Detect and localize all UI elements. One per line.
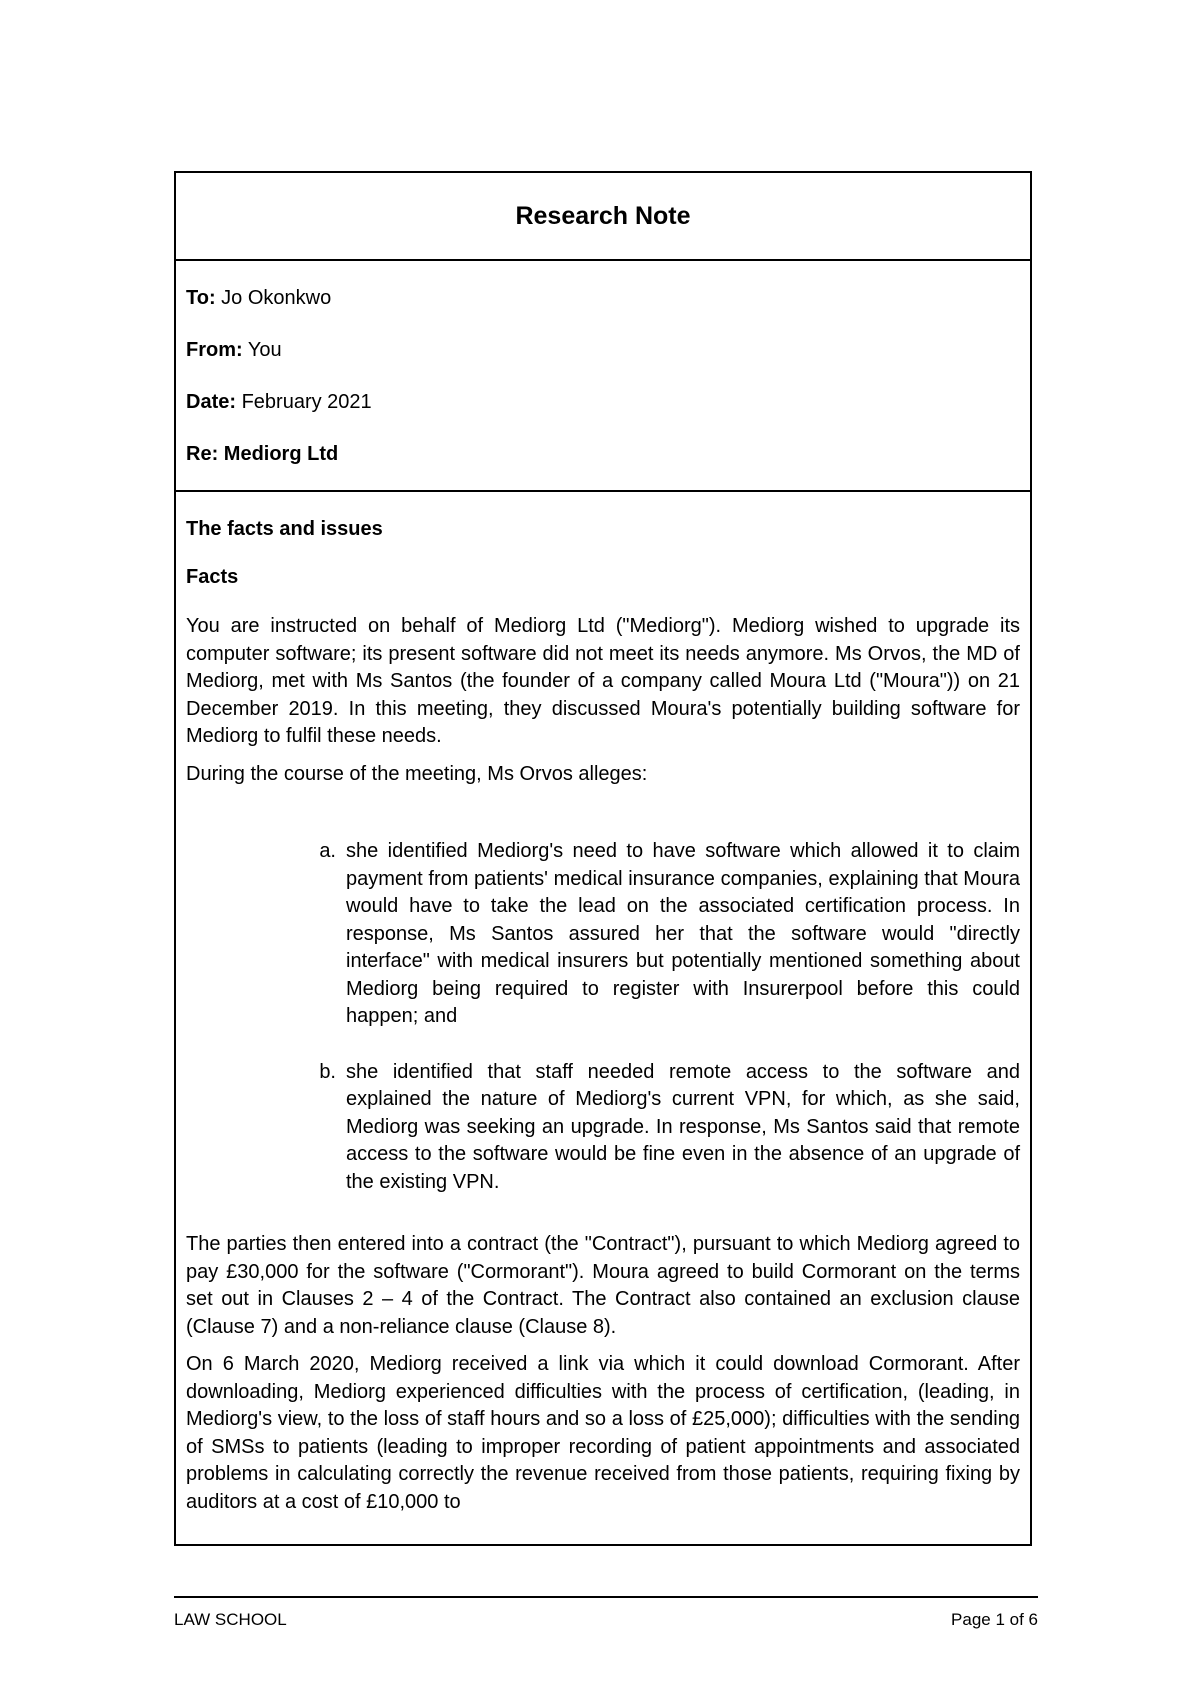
facts-paragraph-4: On 6 March 2020, Mediorg received a link via which it could download Cormorant. After downloading, Mediorg experienced difficulties with the process of certification, (leading, in Mediorg's view, to the loss of staff hours and so a loss of £25,000); difficulties with the sending of SMSs to patients (leading to improper recording of patient appointments and associated problems in calculating correctly the revenue received from those patients, requiring fixing by auditors at a cost of £10,000 to: [186, 1353, 1020, 1513]
to-label: To:: [186, 287, 216, 309]
re-text: Re: Mediorg Ltd: [186, 443, 339, 465]
re-line: [186, 442, 1020, 466]
list-item: [186, 838, 1020, 1031]
to-value: Jo Okonkwo: [221, 287, 332, 309]
page-footer: [174, 1596, 1038, 1630]
date-label: Date:: [186, 391, 237, 413]
facts-section: [176, 492, 1030, 1516]
section-heading: The facts and issues: [186, 518, 383, 540]
list-marker: b.: [319, 1060, 336, 1083]
from-value: You: [247, 339, 282, 361]
page-number: Page 1 of 6: [951, 1610, 1038, 1629]
allegations-list: [186, 838, 1020, 1196]
research-note-box: [174, 171, 1032, 1546]
date-value: February 2021: [241, 391, 372, 413]
list-item-text: she identified that staff needed remote access to the software and explained the nature of Mediorg's current VPN, for which, as she said, Mediorg was seeking an upgrade. In response, Ms Santos said that remote access to the software would be fine even in the absence of an upgrade of the existing VPN.: [346, 1060, 1020, 1193]
footer-organisation: LAW SCHOOL: [174, 1610, 287, 1629]
date-line: [186, 390, 1020, 414]
facts-subheading: Facts: [186, 566, 239, 588]
facts-paragraph-1: You are instructed on behalf of Mediorg Ltd ("Mediorg"). Mediorg wished to upgrade its computer software; its present software did not meet its needs anymore. Ms Orvos, the MD of Mediorg, met with Ms Santos (the founder of a company called Moura Ltd ("Moura")) on 21 December 2019. In this meeting, they discussed Moura's potentially building software for Mediorg to fulfil these needs.: [186, 615, 1020, 747]
list-marker: a.: [319, 840, 336, 862]
title-row: [176, 173, 1030, 261]
memo-header: [176, 261, 1030, 492]
facts-paragraph-2: During the course of the meeting, Ms Orvos alleges:: [186, 762, 648, 785]
facts-paragraph-3: The parties then entered into a contract (the "Contract"), pursuant to which Mediorg agreed to pay £30,000 for the software ("Cormorant"). Moura agreed to build Cormorant on the terms set out in Clauses 2 – 4 of the Contract. The Contract also contained an exclusion clause (Clause 7) and a non-reliance clause (Clause 8).: [186, 1233, 1020, 1338]
to-line: [186, 286, 1020, 310]
document-title: Research Note: [515, 201, 691, 230]
from-line: [186, 338, 1020, 362]
from-label: From:: [186, 339, 243, 361]
list-item: [186, 1059, 1020, 1197]
list-item-text: she identified Mediorg's need to have software which allowed it to claim payment from patients' medical insurance companies, explaining that Moura would have to take the lead on the associated certification process. In response, Ms Santos assured her that the software would "directly interface" with medical insurers but potentially mentioned something about Mediorg being required to register with Insurerpool before this could happen; and: [346, 840, 1020, 1027]
